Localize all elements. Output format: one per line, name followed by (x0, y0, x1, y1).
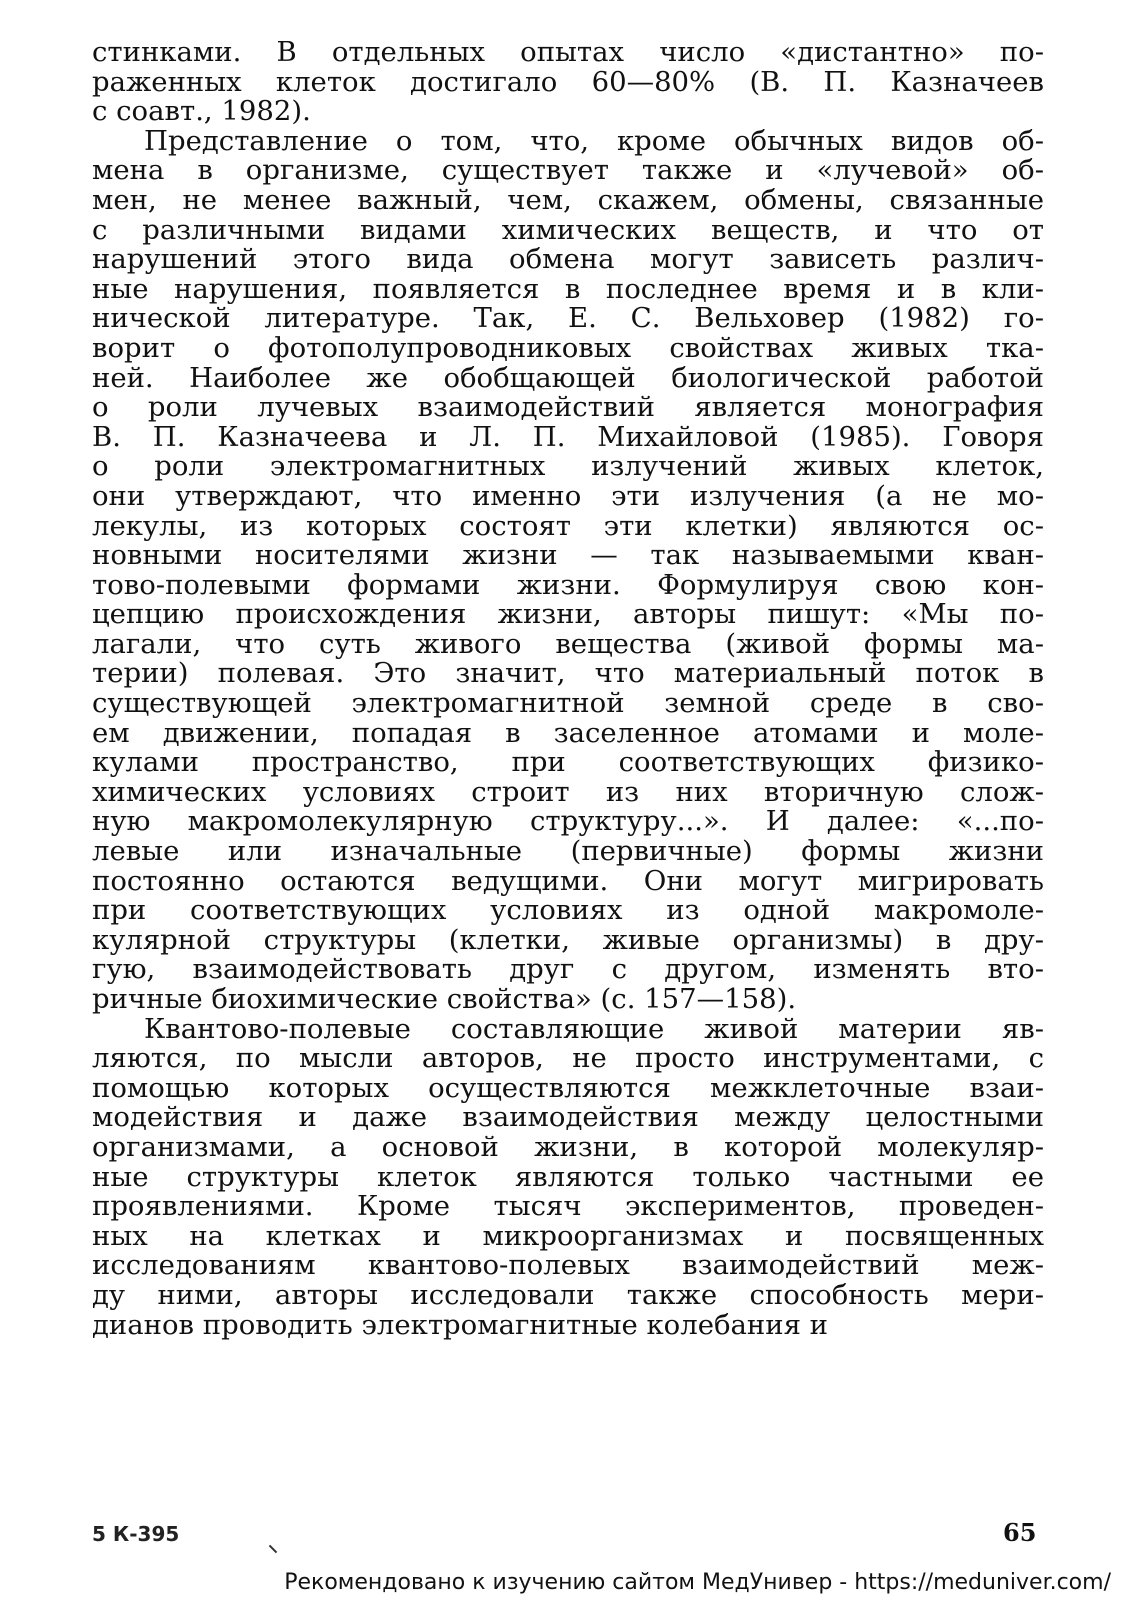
paragraph (92, 127, 1044, 1015)
text-line: химических условиях строит из них вторичную слож- (92, 777, 1044, 808)
text-line: модействия и даже взаимодействия между целостными (92, 1103, 1044, 1133)
page-number: 65 (1003, 1518, 1037, 1547)
text-line: ляются, по мысли авторов, не просто инструментами, с (92, 1044, 1044, 1074)
text-line: ную макромолекулярную структуру...». И далее: «...по- (92, 807, 1044, 838)
text-line: о роли лучевых взаимодействий является монография (92, 393, 1044, 423)
text-line: гую, взаимодействовать друг с другом, изменять вто- (92, 955, 1044, 985)
text-line: цепцию происхождения жизни, авторы пишут: «Мы по- (92, 600, 1044, 630)
text-line: кулярной структуры (клетки, живые организмы) в дру- (92, 925, 1044, 956)
text-line: существующей электромагнитной земной среде в сво- (92, 689, 1044, 719)
text-line: дианов проводить электромагнитные колебания и (92, 1310, 829, 1341)
printers-signature: 5 К-395 (92, 1522, 180, 1546)
text-line: ные структуры клеток являются только частными ее (92, 1162, 1044, 1193)
paragraph (92, 38, 1044, 127)
text-line: ем движении, попадая в заселенное атомами и моле- (92, 718, 1044, 749)
text-line: мена в организме, существует также и «лучевой» об- (92, 156, 1044, 186)
print-mark (269, 1545, 277, 1553)
text-line: нической литературе. Так, Е. С. Вельховер (1982) го- (92, 304, 1044, 334)
text-line: лекулы, из которых состоят эти клетки) являются ос- (92, 511, 1044, 542)
text-line: мен, не менее важный, чем, скажем, обмены, связанные (92, 185, 1044, 216)
page-body (92, 38, 1044, 1340)
text-line: при соответствующих условиях из одной макромоле- (92, 896, 1044, 926)
text-line: организмами, а основой жизни, в которой молекуляр- (92, 1132, 1044, 1163)
text-line: исследованиям квантово-полевых взаимодействий меж- (92, 1251, 1044, 1281)
text-line: лагали, что суть живого вещества (живой формы ма- (92, 629, 1044, 660)
text-line: ных на клетках и микроорганизмах и посвященных (92, 1221, 1044, 1252)
text-line: ворит о фотополупроводниковых свойствах живых тка- (92, 333, 1044, 364)
text-line: Представление о том, что, кроме обычных видов об- (144, 126, 1044, 157)
footer-link[interactable]: Рекомендовано к изучению сайтом МедУнивер - https://meduniver.com/ (284, 1570, 1111, 1595)
text-line: ней. Наиболее же обобщающей биологической работой (92, 363, 1044, 394)
text-line: ричные биохимические свойства» (с. 157—158). (92, 985, 797, 1015)
text-line: Квантово-полевые составляющие живой материи яв- (144, 1014, 1044, 1045)
text-line: с соавт., 1982). (92, 97, 311, 127)
text-line: ду ними, авторы исследовали также способность мери- (92, 1280, 1044, 1311)
text-line: левые или изначальные (первичные) формы жизни (92, 837, 1044, 867)
text-line: с различными видами химических веществ, и что от (92, 215, 1044, 246)
text-line: они утверждают, что именно эти излучения (а не мо- (92, 481, 1044, 512)
text-line: стинками. В отдельных опытах число «дистантно» по- (92, 38, 1044, 68)
text-line: тово-полевыми формами жизни. Формулируя свою кон- (92, 570, 1044, 601)
text-line: проявлениями. Кроме тысяч экспериментов, проведен- (92, 1192, 1044, 1222)
text-line: раженных клеток достигало 60—80% (В. П. Казначеев (92, 67, 1044, 98)
text-line: о роли электромагнитных излучений живых клеток, (92, 452, 1044, 482)
text-line: новными носителями жизни — так называемыми кван- (92, 541, 1044, 571)
text-line: терии) полевая. Это значит, что материальный поток в (92, 659, 1044, 690)
text-line: кулами пространство, при соответствующих физико- (92, 748, 1044, 778)
paragraph (92, 1015, 1044, 1341)
text-line: постоянно остаются ведущими. Они могут мигрировать (92, 866, 1044, 897)
text-line: ные нарушения, появляется в последнее время и в кли- (92, 274, 1044, 305)
text-line: помощью которых осуществляются межклеточные взаи- (92, 1073, 1044, 1104)
text-line: В. П. Казначеева и Л. П. Михайловой (1985). Говоря (92, 422, 1044, 453)
text-line: нарушений этого вида обмена могут зависеть различ- (92, 245, 1044, 275)
